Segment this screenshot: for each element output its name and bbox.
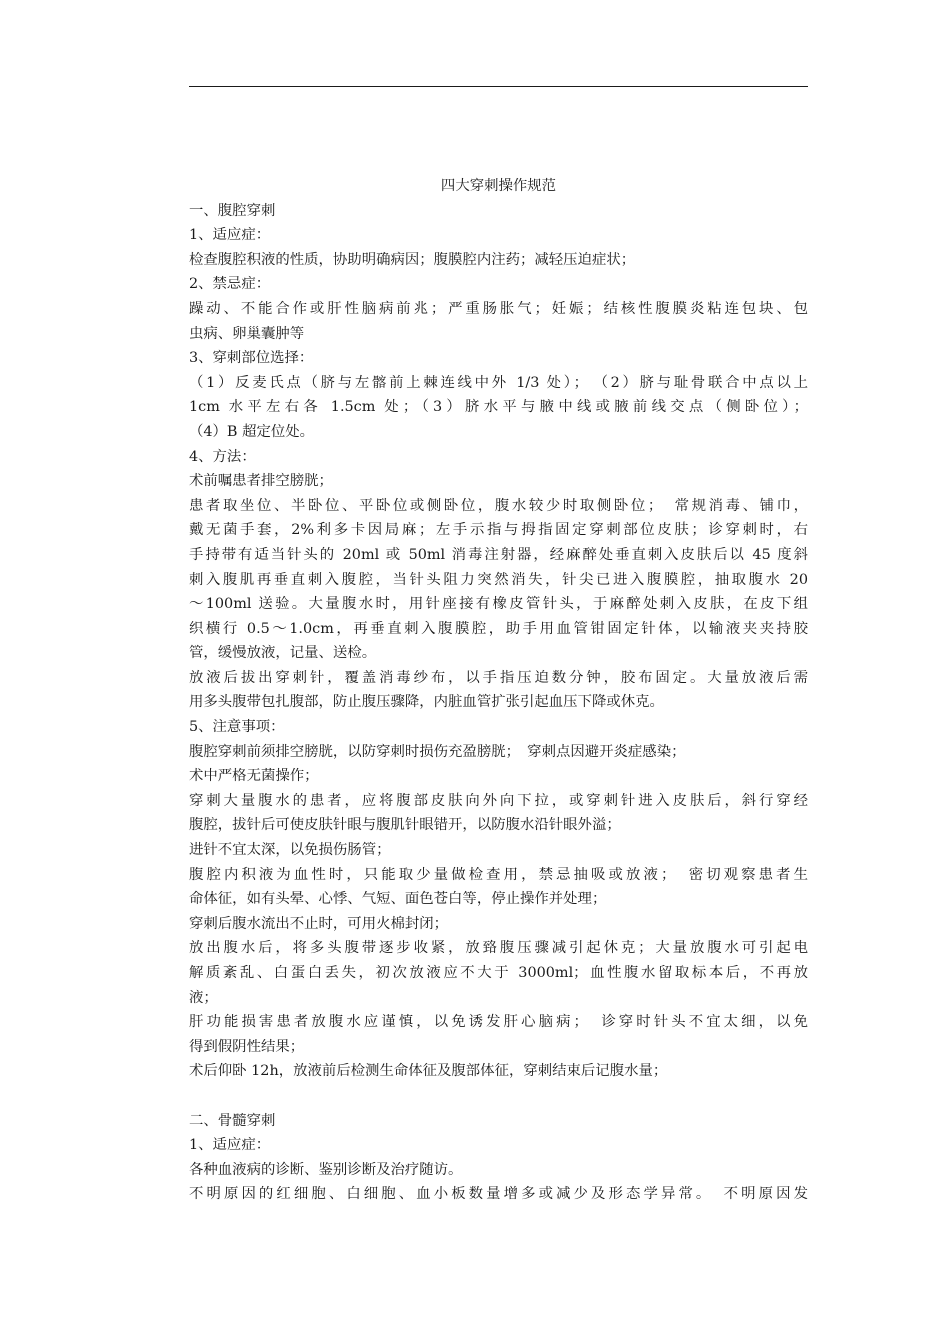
text-line: 虫病、卵巢囊肿等 [189,325,305,342]
text-line: 刺入腹肌再垂直刺入腹腔，当针头阻力突然消失，针尖已进入腹膜腔，抽取腹水 20 [189,571,808,588]
text-line: 穿刺大量腹水的患者，应将腹部皮肤向外向下拉，或穿刺针进入皮肤后，斜行穿经 [189,792,808,809]
text-line: 术前嘱患者排空膀胱； [189,473,333,490]
text-line: 得到假阴性结果； [189,1038,305,1055]
text-line: （1）反麦氏点（脐与左髂前上棘连线中外 1/3 处）； （2）脐与耻骨联合中点以上 [189,374,808,391]
text-line: 患者取坐位、半卧位、平卧位或侧卧位，腹水较少时取侧卧位； 常规消毒、铺巾， [189,497,808,514]
text-line: 用多头腹带包扎腹部，防止腹压骤降，内脏血管扩张引起血压下降或休克。 [189,694,664,711]
text-line: 放出腹水后，将多头腹带逐步收紧，放臵腹压骤减引起休克；大量放腹水可引起电 [189,940,808,957]
text-line: 腹腔内积液为血性时，只能取少量做检查用，禁忌抽吸或放液； 密切观察患者生 [189,866,808,883]
text-line: 管，缓慢放液，记量、送检。 [189,645,377,662]
document-body [189,174,808,1207]
text-line: 命体征，如有头晕、心悸、气短、面色苍白等，停止操作并处理； [189,891,607,908]
text-line: 1、适应症： [189,227,271,244]
text-line: 手持带有适当针头的 20ml 或 50ml 消毒注射器，经麻醉处垂直刺入皮肤后以 45 度斜 [189,546,808,563]
paragraph-lines [189,199,808,1207]
text-line: 一、腹腔穿刺 [189,202,276,219]
text-line: 腹腔，拔针后可使皮肤针眼与腹肌针眼错开，以防腹水沿针眼外溢； [189,817,621,834]
text-line: 放液后拔出穿刺针，覆盖消毒纱布，以手指压迫数分钟，胶布固定。大量放液后需 [189,669,808,686]
text-line: 肝功能损害患者放腹水应谨慎，以免诱发肝心脑病； 诊穿时针头不宜太细，以免 [189,1014,808,1031]
text-line: 液； [189,989,218,1006]
header-rule [189,86,808,87]
text-line: 躁动、不能合作或肝性脑病前兆；严重肠胀气；妊娠；结核性腹膜炎粘连包块、包 [189,300,808,317]
text-line: 5、注意事项： [189,719,285,736]
text-line: 穿刺后腹水流出不止时，可用火棉封闭； [189,915,449,932]
text-line: 术后仰卧 12h，放液前后检测生命体征及腹部体征，穿刺结束后记腹水量； [189,1063,668,1080]
text-line: 各种血液病的诊断、鉴别诊断及治疗随访。 [189,1161,463,1178]
text-line: 2、禁忌症： [189,276,271,293]
text-line: 3、穿刺部位选择： [189,350,314,367]
text-line: 术中严格无菌操作； [189,768,319,785]
text-line: 戴无菌手套，2%利多卡因局麻；左手示指与拇指固定穿刺部位皮肤；诊穿刺时，右 [189,522,808,539]
text-line: 二、骨髓穿刺 [189,1112,276,1129]
text-line: 解质紊乱、白蛋白丢失，初次放液应不大于 3000ml；血性腹水留取标本后，不再放 [189,965,808,981]
text-line: ～100ml 送验。大量腹水时，用针座接有橡皮管针头，于麻醉处刺入皮肤，在皮下组 [189,596,808,613]
text-line: 腹腔穿刺前须排空膀胱，以防穿刺时损伤充盈膀胱； 穿刺点因避开炎症感染； [189,743,686,760]
text-line: 检查腹腔积液的性质，协助明确病因；腹膜腔内注药；减轻压迫症状； [189,251,636,268]
blank-line [189,1084,808,1109]
text-line: 1cm 水平左右各 1.5cm 处；（3）脐水平与腋中线或腋前线交点（侧卧位）； [189,399,808,416]
text-line: 进针不宜太深，以免损伤肠管； [189,842,391,859]
text-line: （4）B 超定位处。 [189,423,315,440]
text-line: 织横行 0.5～1.0cm，再垂直刺入腹膜腔，助手用血管钳固定针体，以输液夹夹持胶 [189,620,808,637]
text-line: 不明原因的红细胞、白细胞、血小板数量增多或减少及形态学异常。 不明原因发 [189,1186,808,1203]
document-title: 四大穿刺操作规范 [440,178,557,194]
text-line: 1、适应症： [189,1137,271,1154]
text-line: 4、方法： [189,448,256,465]
